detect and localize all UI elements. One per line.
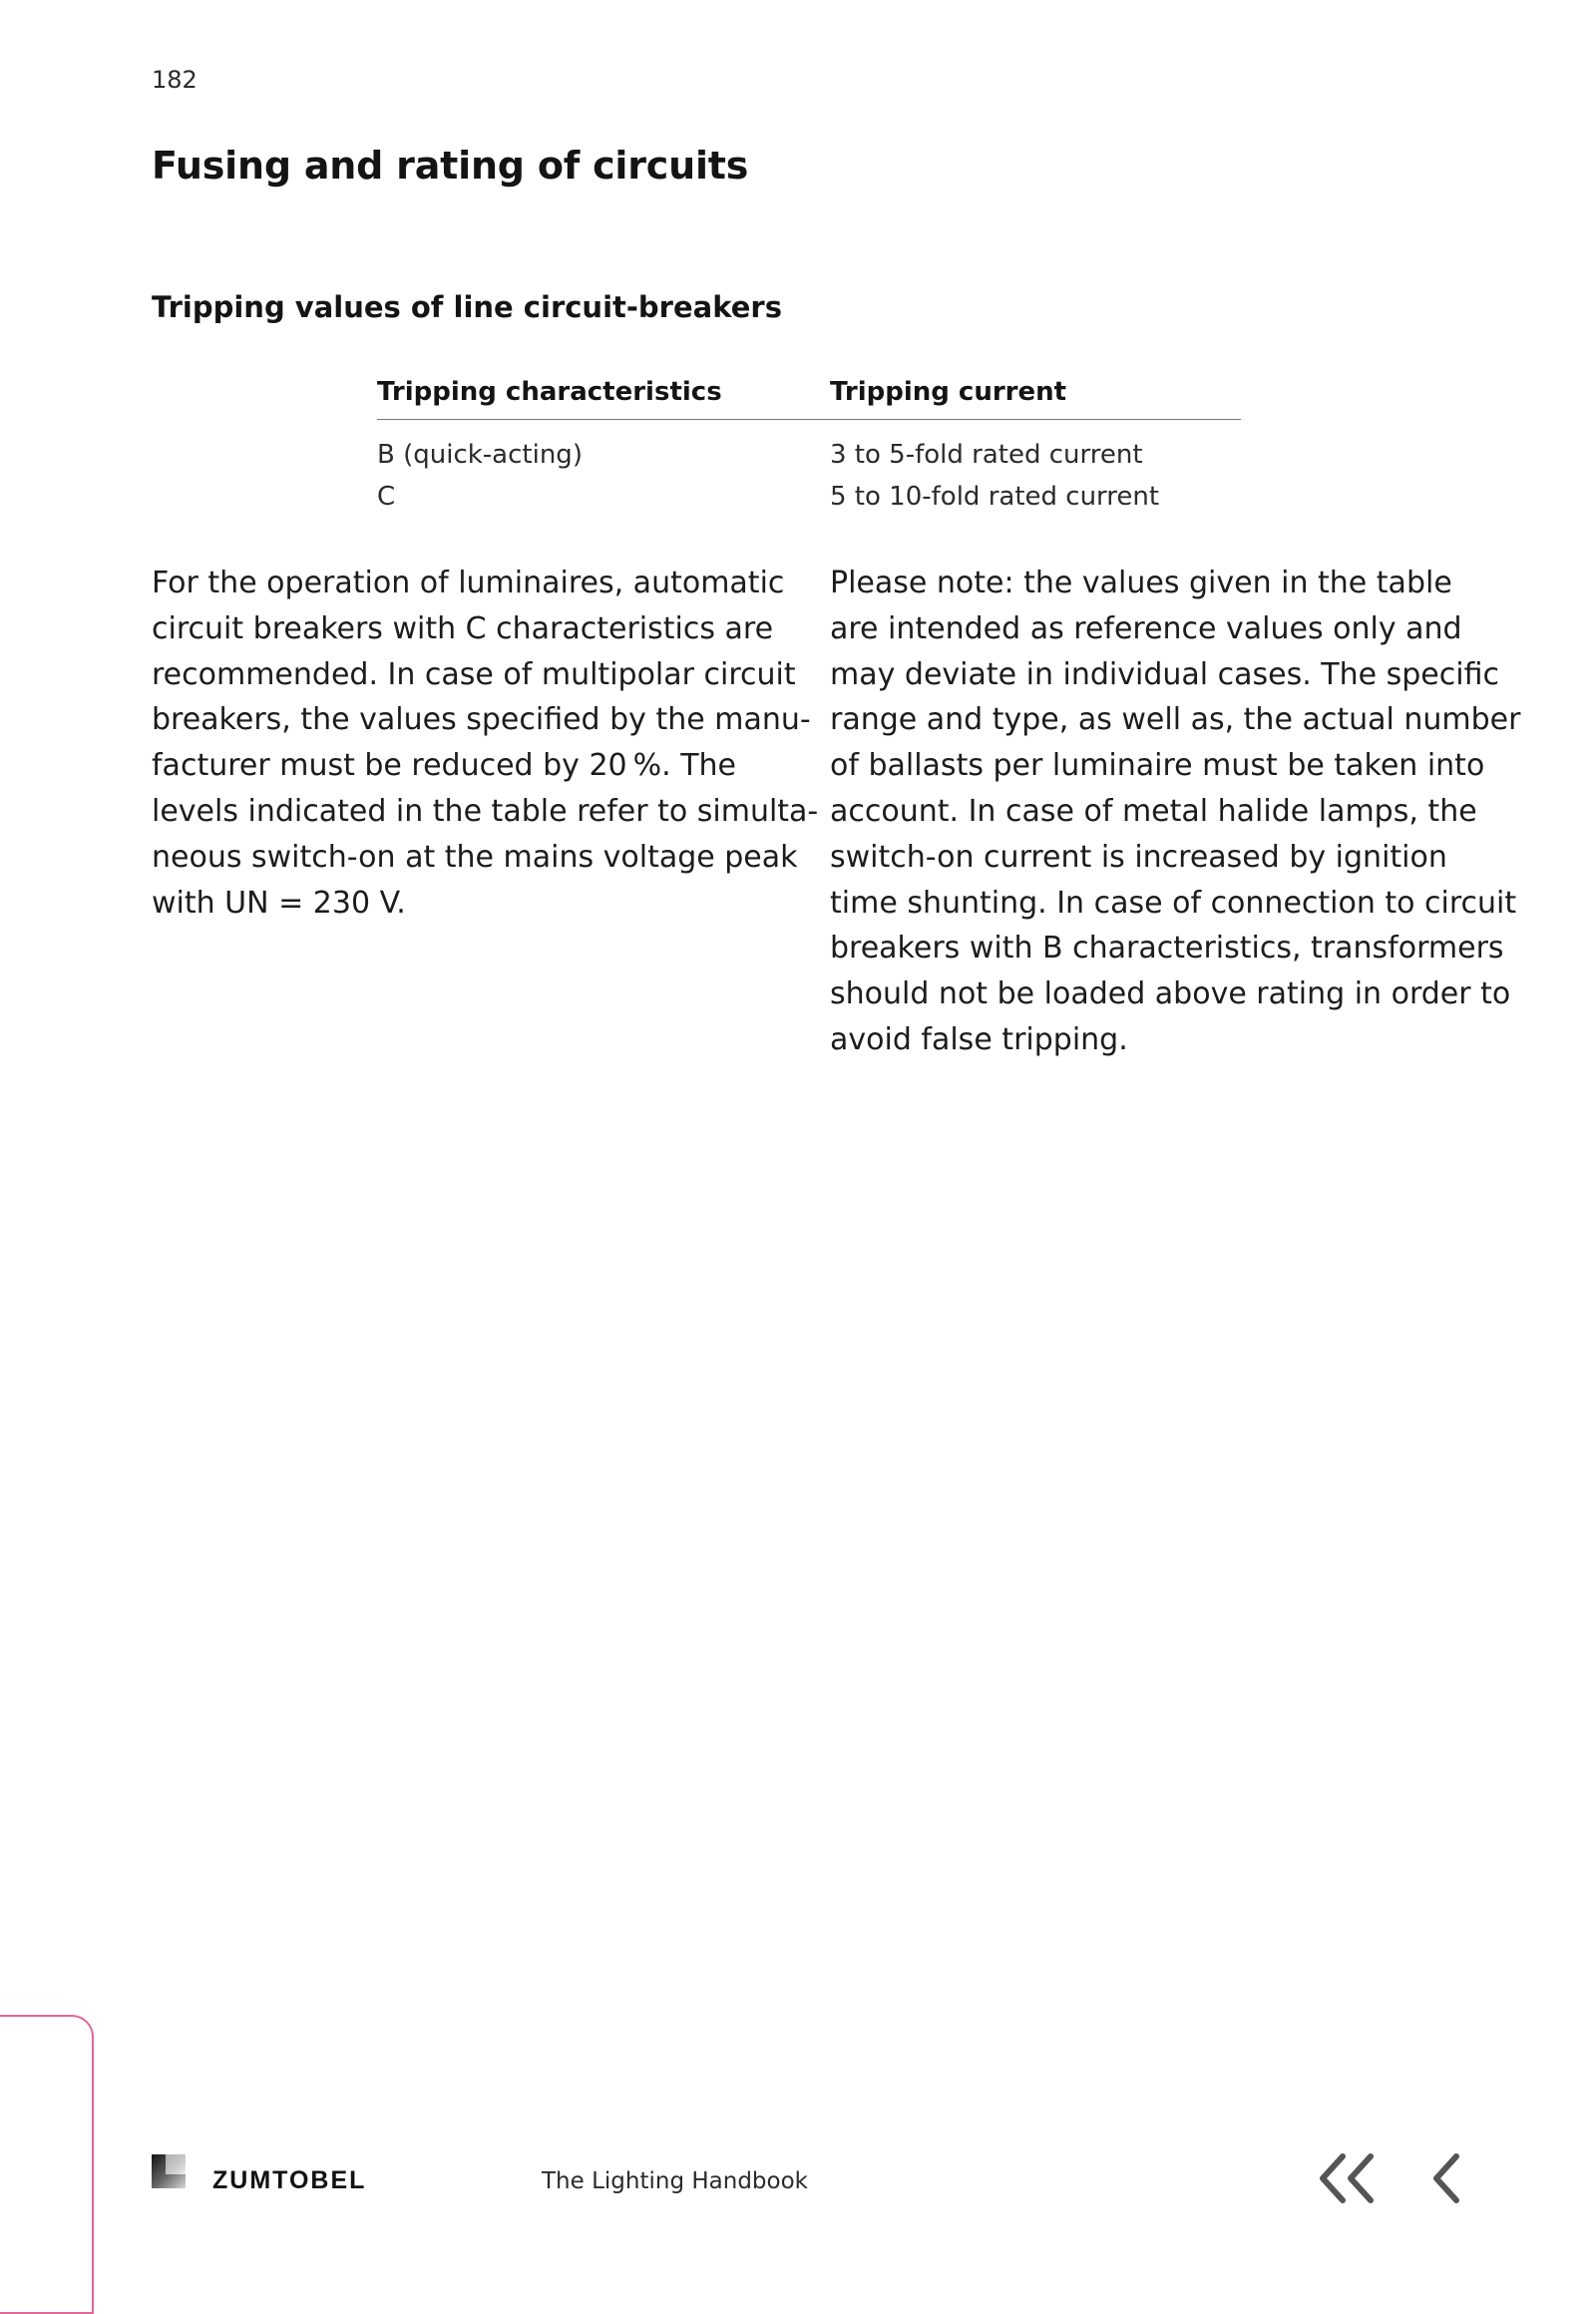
table-cell-characteristic: C [377,482,396,512]
text-line: are intended as reference values only and [830,610,1462,646]
page-edge-tab [0,2015,94,2314]
text-line: of ballasts per luminaire must be taken into [830,748,1485,784]
body-text-left [152,561,818,926]
text-line: may deviate in individual cases. The specific [830,656,1499,692]
double-chevron-left-icon[interactable] [1313,2150,1383,2206]
brand-name: ZUMTOBEL [212,2166,367,2194]
text-line: Please note: the values given in the table [830,566,1452,600]
table-header-characteristics: Tripping characteristics [377,377,830,420]
page-number: 182 [152,66,198,94]
table-row [377,476,1241,518]
text-line: levels indicated in the table refer to simulta- [152,793,819,829]
tripping-values-table [377,377,1241,518]
text-line: breakers with B characteristics, transformers [830,931,1504,966]
text-line: facturer must be reduced by 20 %. The [152,748,737,784]
page-title: Fusing and rating of circuits [152,144,749,188]
table-cell-characteristic: B (quick-acting) [377,440,583,470]
table-cell-current: 5 to 10-fold rated current [830,482,1160,512]
text-line: neous switch-on at the mains voltage peak [152,839,798,875]
table-row [377,420,1241,477]
text-line: For the operation of luminaires, automatic [152,566,785,600]
section-title: Tripping values of line circuit-breakers [152,290,782,324]
text-line: range and type, as well as, the actual number [830,702,1521,738]
text-line: should not be loaded above rating in order to [830,976,1511,1012]
text-line: avoid false tripping. [830,1021,1128,1057]
text-line: breakers, the values specified by the manu- [152,702,811,738]
table-header-row [377,377,1241,420]
text-line: circuit breakers with C characteristics are [152,610,774,646]
text-line: with UN = 230 V. [152,885,406,921]
chevron-left-icon[interactable] [1426,2150,1496,2206]
text-line: recommended. In case of multipolar circuit [152,656,796,692]
zumtobel-logo-icon [152,2154,186,2188]
table-cell-current: 3 to 5-fold rated current [830,440,1143,470]
text-line: time shunting. In case of connection to circuit [830,885,1517,921]
body-text-right [830,561,1520,1063]
handbook-title: The Lighting Handbook [542,2168,808,2194]
text-line: account. In case of metal halide lamps, the [830,793,1477,829]
table-header-current: Tripping current [830,377,1241,420]
text-line: switch-on current is increased by ignition [830,839,1447,875]
